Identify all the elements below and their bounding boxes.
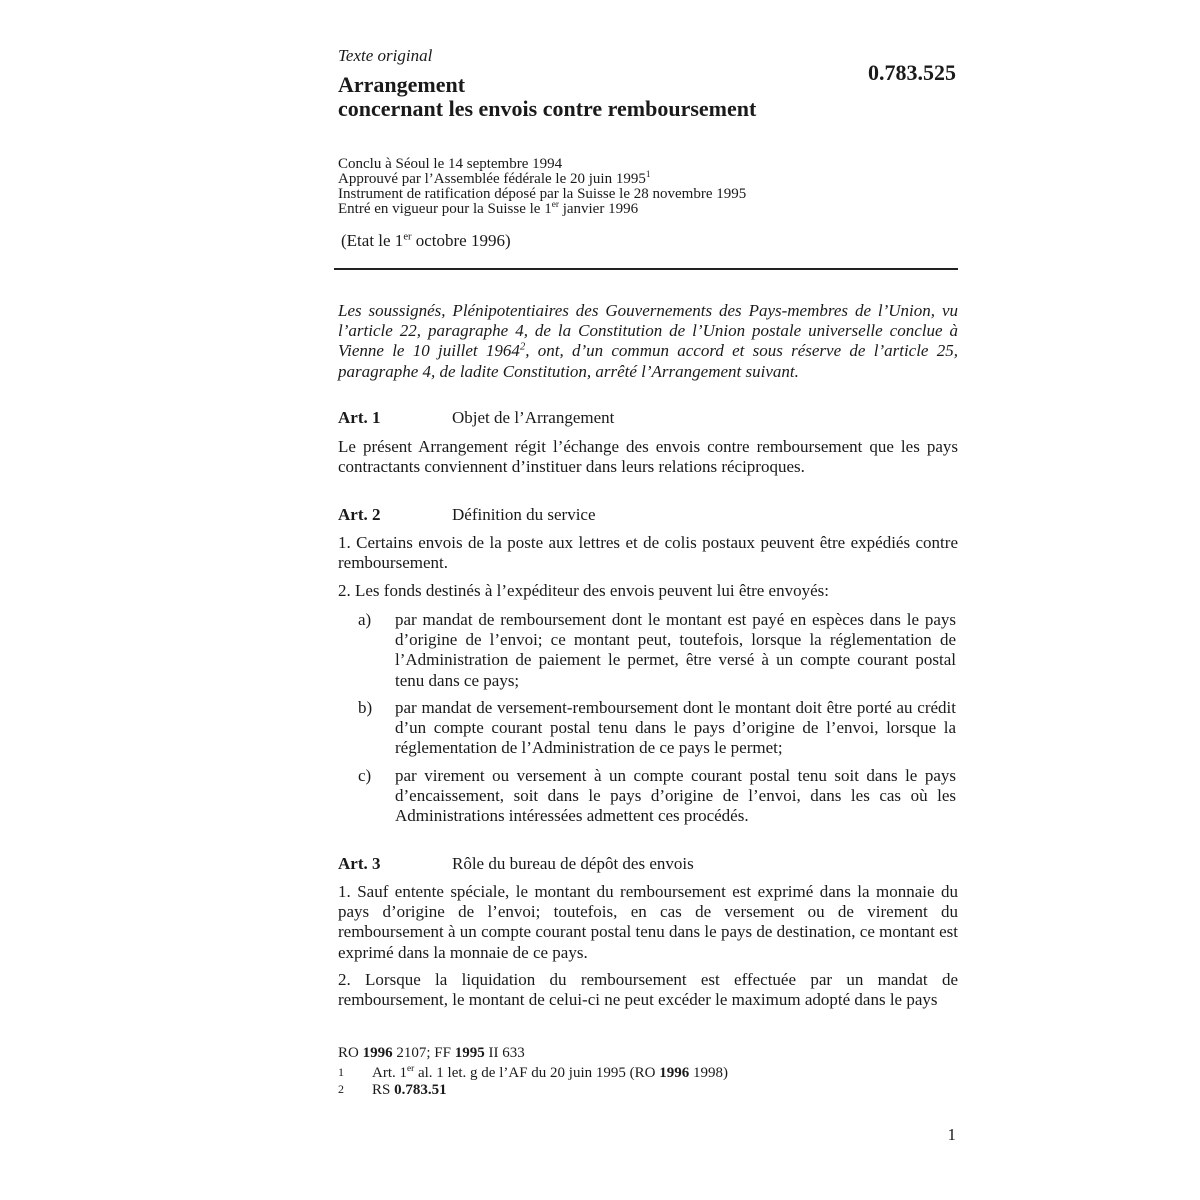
list-text: par mandat de remboursement dont le montant est payé en espèces dans le pays d’origine de l’envoi; ce montant peut, toutefois, lorsque la réglementation de l’Administration de paiement le permet, être versé à un compte courant postal tenu dans ce pays; bbox=[395, 610, 956, 690]
list-letter: b) bbox=[358, 698, 373, 717]
article-1-paragraph: Le présent Arrangement régit l’échange des envois contre remboursement que les pays contractants conviennent d’instituer dans leurs relations réciproques. bbox=[338, 437, 958, 477]
article-2-paragraph-2: 2. Les fonds destinés à l’expéditeur des envois peuvent lui être envoyés: bbox=[338, 581, 829, 600]
meta-ratification: Instrument de ratification déposé par la Suisse le 28 novembre 1995 bbox=[338, 186, 747, 202]
article-3-paragraph-2: 2. Lorsque la liquidation du remboursement est effectuée par un mandat de remboursement, le montant de celui-ci ne peut excéder le maximum adopté dans le pays bbox=[338, 970, 958, 1010]
article-3-heading bbox=[338, 854, 958, 874]
article-title: Objet de l’Arrangement bbox=[452, 408, 615, 427]
article-number: Art. 3 bbox=[338, 854, 381, 873]
meta-entry-into-force: Entré en vigueur pour la Suisse le 1er janvier 1996 bbox=[338, 200, 639, 217]
header-divider bbox=[334, 268, 958, 270]
list-letter: a) bbox=[358, 610, 372, 629]
publication-reference: RO 1996 2107; FF 1995 II 633 bbox=[338, 1045, 525, 1061]
article-3-paragraph-1: 1. Sauf entente spéciale, le montant du remboursement est exprimé dans la monnaie du pays d’origine de l’envoi; toutefois, en cas de versement ou de virement du remboursement à un compte courant postal tenu dans le pays de destination, ce montant est exprimé dans la monnaie de ce pays. bbox=[338, 882, 958, 962]
footnote-ref-2[interactable]: 2 bbox=[519, 341, 526, 353]
list-text: par mandat de versement-remboursement dont le montant doit être porté au crédit d’un compte courant postal tenu dans le pays d’origine de l’envoi, lorsque la réglementation de l’Administration de ce pays le permet; bbox=[395, 698, 956, 758]
status-date: (Etat le 1er octobre 1996) bbox=[341, 231, 511, 250]
article-2-heading bbox=[338, 505, 958, 525]
title-line-1: Arrangement bbox=[338, 72, 466, 97]
footnote-text: RS 0.783.51 bbox=[372, 1082, 447, 1098]
footnote-ref-1[interactable]: 1 bbox=[645, 170, 651, 180]
list-text: par virement ou versement à un compte courant postal tenu soit dans le pays d’encaissement, soit dans le pays d’origine de l’envoi, dans les cas où les Administrations intéressées admettent ces procédés. bbox=[395, 766, 956, 826]
footnote-1 bbox=[338, 1065, 958, 1081]
document-page bbox=[338, 0, 958, 1200]
document-metadata bbox=[338, 157, 746, 217]
article-1-heading bbox=[338, 408, 958, 428]
title-line-2: concernant les envois contre remboursement bbox=[338, 96, 757, 121]
footnote-number: 1 bbox=[338, 1065, 344, 1079]
meta-concluded: Conclu à Séoul le 14 septembre 1994 bbox=[338, 156, 563, 172]
footnote-number: 2 bbox=[338, 1082, 344, 1096]
sr-number: 0.783.525 bbox=[868, 60, 956, 85]
meta-approved: Approuvé par l’Assemblée fédérale le 20 juin 1995$^1$ bbox=[338, 170, 651, 187]
page-number: 1 bbox=[947, 1125, 956, 1144]
article-number: Art. 2 bbox=[338, 505, 381, 524]
article-number: Art. 1 bbox=[338, 408, 381, 427]
article-2-paragraph-1: 1. Certains envois de la poste aux lettres et de colis postaux peuvent être expédiés contre remboursement. bbox=[338, 533, 958, 573]
preamble: Les soussignés, Plénipotentiaires des Gouvernements des Pays-membres de l’Union, vu l’article 22, paragraphe 4, de la Constitution de l’Union postale universelle conclue à Vienne le 10 juillet 1964$^2$, ont, d’un commun accord et sous réserve de l’article 25, paragraphe 4, de ladite Constitution, arrêté l’Arrangement suivant. bbox=[338, 301, 958, 381]
document-title bbox=[338, 73, 756, 121]
list-letter: c) bbox=[358, 766, 372, 785]
footnote-text: Art. 1er al. 1 let. g de l’AF du 20 juin 1995 (RO 1996 1998) bbox=[372, 1064, 728, 1081]
article-title: Définition du service bbox=[452, 505, 596, 524]
original-text-label: Texte original bbox=[338, 46, 433, 65]
footnote-2 bbox=[338, 1082, 958, 1098]
article-title: Rôle du bureau de dépôt des envois bbox=[452, 854, 694, 873]
